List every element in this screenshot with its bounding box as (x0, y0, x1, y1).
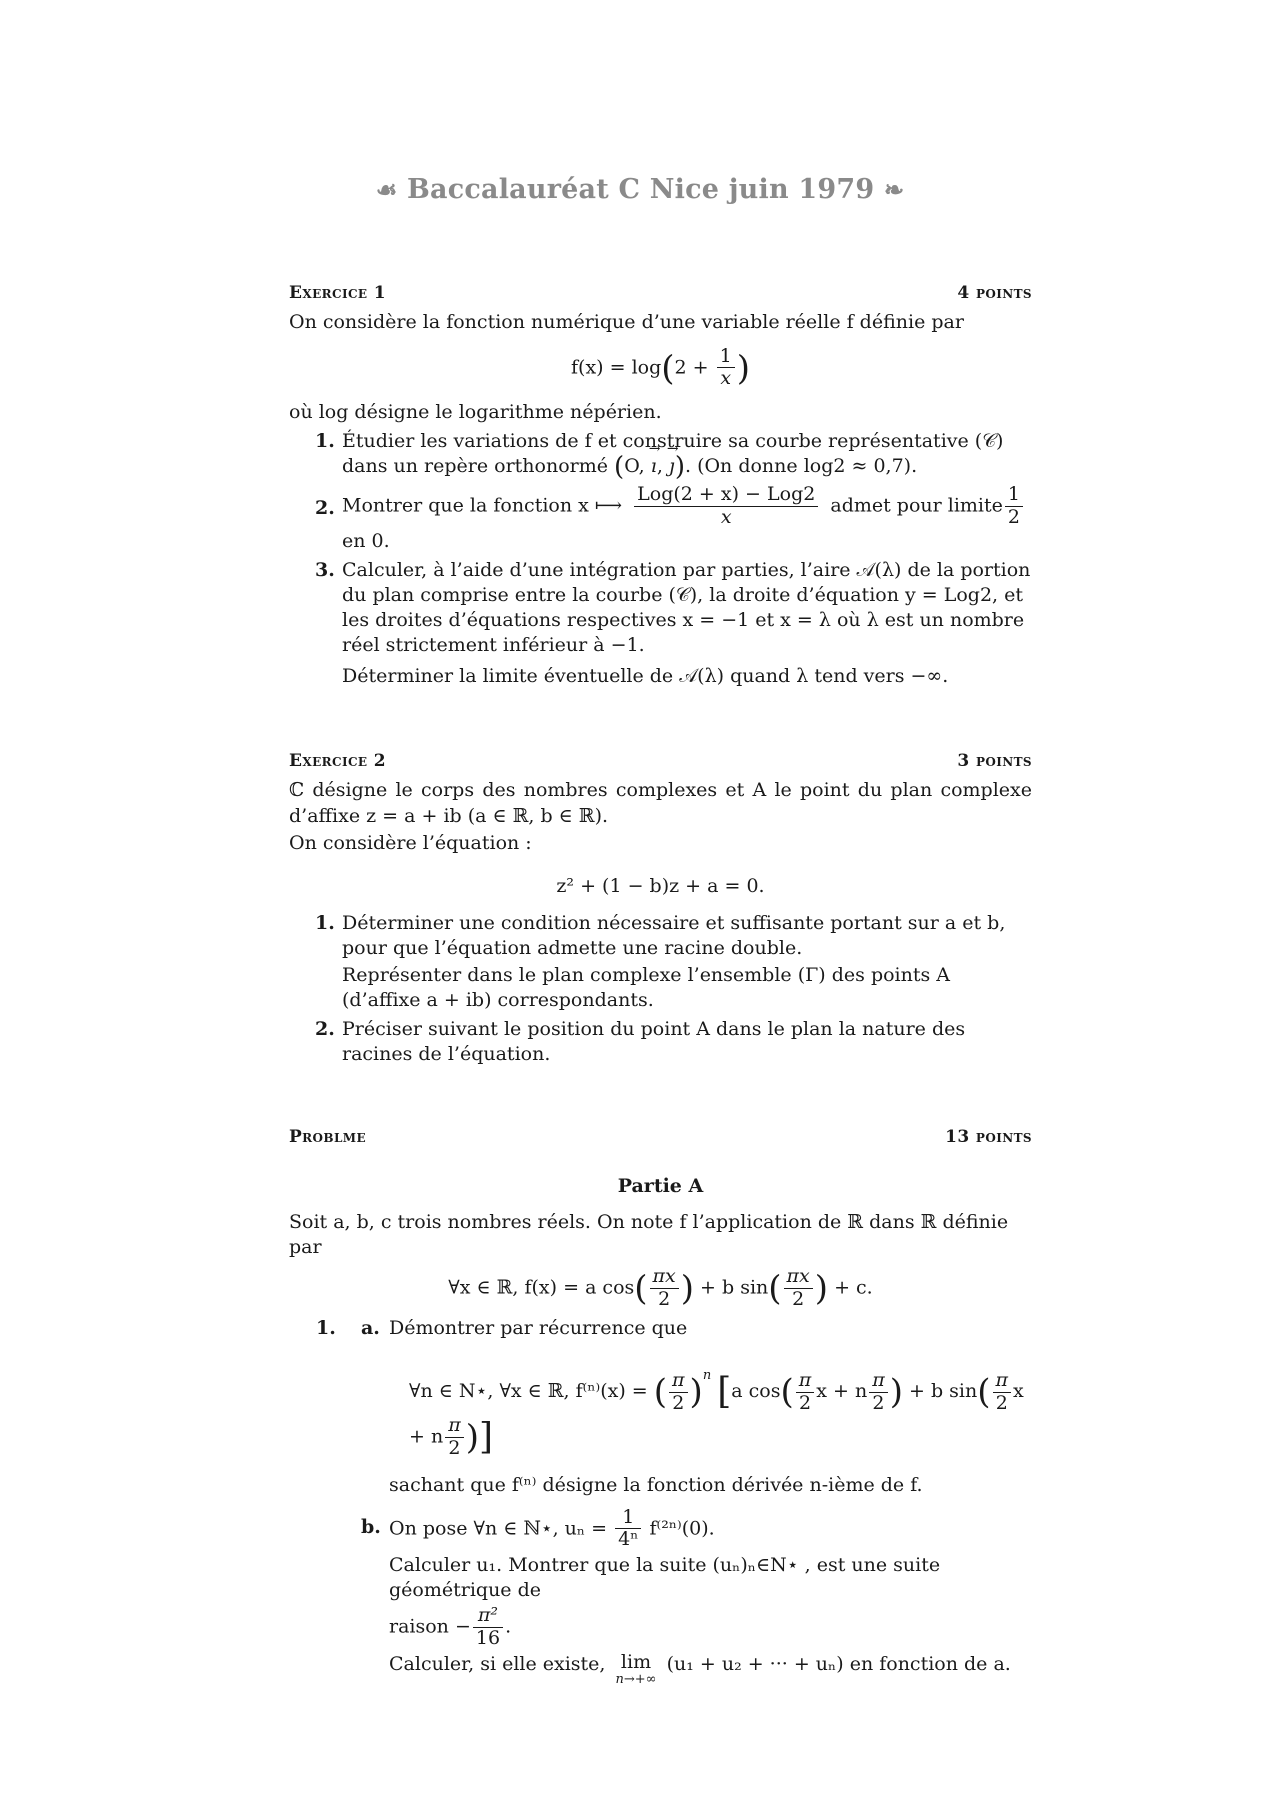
exercise-1-points: 4 points (957, 283, 1032, 303)
eq1-frac-2-den: 2 (792, 1287, 805, 1310)
problem-qb-text-f: (u₁ + u₂ + ··· + uₙ) en fonction de a. (666, 1653, 1011, 1676)
exercise-1 (289, 282, 1032, 694)
q2-number: 2. (315, 497, 335, 520)
eq2-frac-2-den: 2 (872, 1391, 885, 1414)
eq1-frac-2-num: πx (784, 1266, 813, 1289)
problem (289, 1126, 1032, 1689)
exercise-1-q1: 1. Étudier les variations de f et construire sa courbe représentative (𝒞) dans un repère orthonormé (O, → ı, → ȷ). (On donne log2 ≈ 0,7). (289, 429, 1032, 480)
eq2-part-a: ∀n ∈ N⋆, ∀x ∈ ℝ, f⁽ⁿ⁾(x) = (409, 1380, 648, 1403)
exercise-1-q3 (289, 558, 1032, 689)
q1-rep-origin: O, (624, 455, 645, 478)
ornament-right-icon: ❧ (883, 175, 905, 204)
exercise-2-intro-2: On considère l’équation : (289, 831, 532, 854)
q2-text-mid: admet pour limite (830, 494, 1003, 517)
problem-qa-after-text: sachant que f⁽ⁿ⁾ désigne la fonction dérivée n-ième de f. (389, 1474, 923, 1497)
qb-frac-den: 4ⁿ (618, 1528, 639, 1551)
qb-frac (615, 1507, 641, 1552)
eq2-frac-1-den: 2 (798, 1391, 812, 1414)
problem-qa-number: a. (361, 1317, 380, 1340)
exercise-2-q1 (289, 911, 1032, 1013)
frac-den: x (720, 367, 732, 390)
q1-text-end: . (On donne log2 ≈ 0,7). (684, 455, 918, 478)
eq2-part-d: + b sin (909, 1380, 978, 1403)
exercise-2 (289, 750, 1032, 1071)
vector-i-icon: → ı (651, 454, 657, 479)
eq2-frac-4 (445, 1415, 464, 1460)
eq1-part-b: + b sin (700, 1276, 769, 1299)
exercise-2-intro-1: ℂ désigne le corps des nombres complexes et A le point du plan complexe d’affixe z = a + ib (a ∈ ℝ, b ∈ ℝ). (289, 779, 1032, 827)
exercise-1-intro: On considère la fonction numérique d’une variable réelle f définie par (289, 311, 964, 334)
q1-number: 1. (315, 430, 335, 453)
q2-text: Montrer que la fonction x ⟼ (342, 494, 623, 517)
q3-text-2: Déterminer la limite éventuelle de 𝒜(λ) quand λ tend vers −∞. (342, 665, 949, 688)
eq2-pi-num: π (669, 1370, 688, 1393)
frac-num: 1 (717, 346, 735, 369)
problem-header (289, 1126, 1032, 1148)
exercise-1-label: Exercice 1 (289, 283, 386, 303)
problem-label: Problme (289, 1127, 367, 1147)
eq2-part-c: x + n (816, 1380, 868, 1403)
problem-qb-text-d: raison − (389, 1615, 471, 1638)
exercise-2-questions (289, 911, 1032, 1067)
problem-intro: Soit a, b, c trois nombres réels. On note f l’application de ℝ dans ℝ définie par (289, 1210, 1009, 1258)
partie-a-title: Partie A (617, 1175, 704, 1198)
eq2-frac-4-num: π (445, 1415, 464, 1438)
problem-qb-number: b. (361, 1515, 381, 1538)
page-title (0, 172, 1280, 208)
problem-qb-limit-line (389, 1652, 1032, 1687)
eq1-part-a: ∀x ∈ ℝ, f(x) = a cos (448, 1276, 635, 1299)
exercise-2-equation: z² + (1 − b)z + a = 0. (556, 874, 765, 897)
problem-q1-number: 1. (316, 1317, 336, 1340)
qb-limit-sub: n→+∞ (615, 1671, 657, 1687)
problem-q1a (289, 1316, 1032, 1341)
ex2-q2-number: 2. (315, 1018, 335, 1041)
ex2-q1-text-2: Représenter dans le plan complexe l’ensemble (Γ) des points A (d’affixe a + ib) correspondants. (342, 963, 951, 1011)
problem-qa-after (289, 1473, 1032, 1498)
problem-qb-text-e: Calculer, si elle existe, (389, 1653, 606, 1676)
eq2-frac-2-num: π (869, 1370, 888, 1393)
qb-limit (616, 1652, 657, 1687)
problem-points: 13 points (945, 1127, 1032, 1147)
q2-fraction (634, 484, 818, 529)
eq2-part-e: x + n (409, 1380, 1024, 1448)
q2-lim-den: 2 (1007, 506, 1020, 529)
eq-lhs: f(x) = log (571, 355, 662, 378)
exercise-1-header (289, 282, 1032, 304)
eq2-part-b: a cos (731, 1380, 781, 1403)
eq2-pi-den: 2 (672, 1391, 685, 1414)
problem-equation-1: ∀x ∈ ℝ, f(x) = a cos( $\frac{\pi x}{2}$ ) + b sin( $\frac{\pi x}{2}$ ) + c. (448, 1264, 873, 1310)
q2-limit-fraction (1005, 484, 1023, 529)
ornament-left-icon: ☙ (375, 175, 398, 204)
eq1-frac-1 (650, 1266, 679, 1311)
exercise-2-points: 3 points (957, 751, 1032, 771)
problem-qb-text-c: Calculer u₁. Montrer que la suite (uₙ)ₙ∈N⋆ , est une suite géométrique de (389, 1554, 941, 1602)
qb-limit-label: lim (620, 1651, 652, 1674)
eq2-frac-2 (869, 1370, 888, 1415)
q2-frac-den: x (720, 506, 732, 529)
q1-text: Étudier les variations de f et construire sa courbe représentative (𝒞) dans un repère orthonormé (342, 430, 1004, 478)
eq2-exponent: n (702, 1368, 712, 1384)
exercise-2-header (289, 750, 1032, 772)
problem-equation-2: ∀n ∈ N⋆, ∀x ∈ ℝ, f⁽ⁿ⁾(x) = ( $\frac{\pi}{2}$ )$^n$ [a cos( $\frac{\pi}{2}$ x + n $\frac{\pi}{2}$ ) + b sin( $\frac{\pi}{2}$ x + n $\frac{\pi}{2}$ )] (409, 1368, 1024, 1459)
ex2-q1-number: 1. (315, 911, 335, 934)
problem-qb-text-a: On pose ∀n ∈ ℕ⋆, uₙ = (389, 1516, 608, 1539)
qb-raison-den: 16 (475, 1627, 501, 1650)
qb-raison-num: π² (473, 1605, 503, 1628)
eq2-frac-3 (993, 1370, 1012, 1415)
eq-inner: 2 + (674, 355, 709, 378)
exercise-2-q2 (289, 1017, 1032, 1067)
vector-j-icon: → ȷ (669, 454, 675, 479)
eq-fraction (717, 346, 735, 391)
exercise-2-label: Exercice 2 (289, 751, 386, 771)
exercise-1-after-eq: où log désigne le logarithme népérien. (289, 401, 662, 424)
eq1-frac-1-num: πx (650, 1266, 679, 1289)
q3-number: 3. (315, 559, 335, 582)
ex2-q2-text: Préciser suivant le position du point A dans le plan la nature des racines de l’équation. (342, 1018, 966, 1066)
problem-qb-raison: raison − $\frac{\text{π²}}{16}$ . (389, 1604, 512, 1650)
problem-qb (289, 1507, 1032, 1688)
exercise-1-q2 (289, 484, 1032, 554)
eq2-frac-1 (796, 1370, 815, 1415)
q2-frac-num: Log(2 + x) − Log2 (634, 484, 818, 507)
eq2-pi-frac (669, 1370, 688, 1415)
exercise-1-questions (289, 429, 1032, 689)
eq1-frac-1-den: 2 (658, 1287, 671, 1310)
eq2-frac-1-num: π (796, 1370, 815, 1393)
eq1-part-c: + c. (834, 1276, 873, 1299)
problem-qa-text: Démontrer par récurrence que (389, 1317, 688, 1340)
ex2-q1-text: Déterminer une condition nécessaire et suffisante portant sur a et b, pour que l’équation admette une racine double. (342, 911, 1006, 959)
exercise-1-equation: f(x) = log(2 + $\frac{1}{x}$ ) (571, 344, 750, 390)
eq2-frac-3-num: π (993, 1370, 1012, 1393)
q3-text: Calculer, à l’aide d’une intégration par parties, l’aire 𝒜(λ) de la portion du plan comprise entre la courbe (𝒞), la droite d’équation y = Log2, et les droites d’équations respectives x = −1 et x = λ où λ est un nombre réel strictement inférieur à −1. (342, 559, 1031, 657)
qb-frac-num: 1 (615, 1507, 641, 1530)
eq1-frac-2 (784, 1266, 813, 1311)
eq2-frac-3-den: 2 (995, 1391, 1008, 1414)
qb-raison-frac (473, 1605, 503, 1650)
title-text: Baccalauréat C Nice juin 1979 (407, 174, 875, 205)
q2-text-end: en 0. (342, 530, 390, 553)
eq2-frac-4-den: 2 (448, 1436, 461, 1459)
problem-qb-text-b: f⁽²ⁿ⁾(0). (649, 1516, 715, 1539)
q2-lim-num: 1 (1005, 484, 1023, 507)
